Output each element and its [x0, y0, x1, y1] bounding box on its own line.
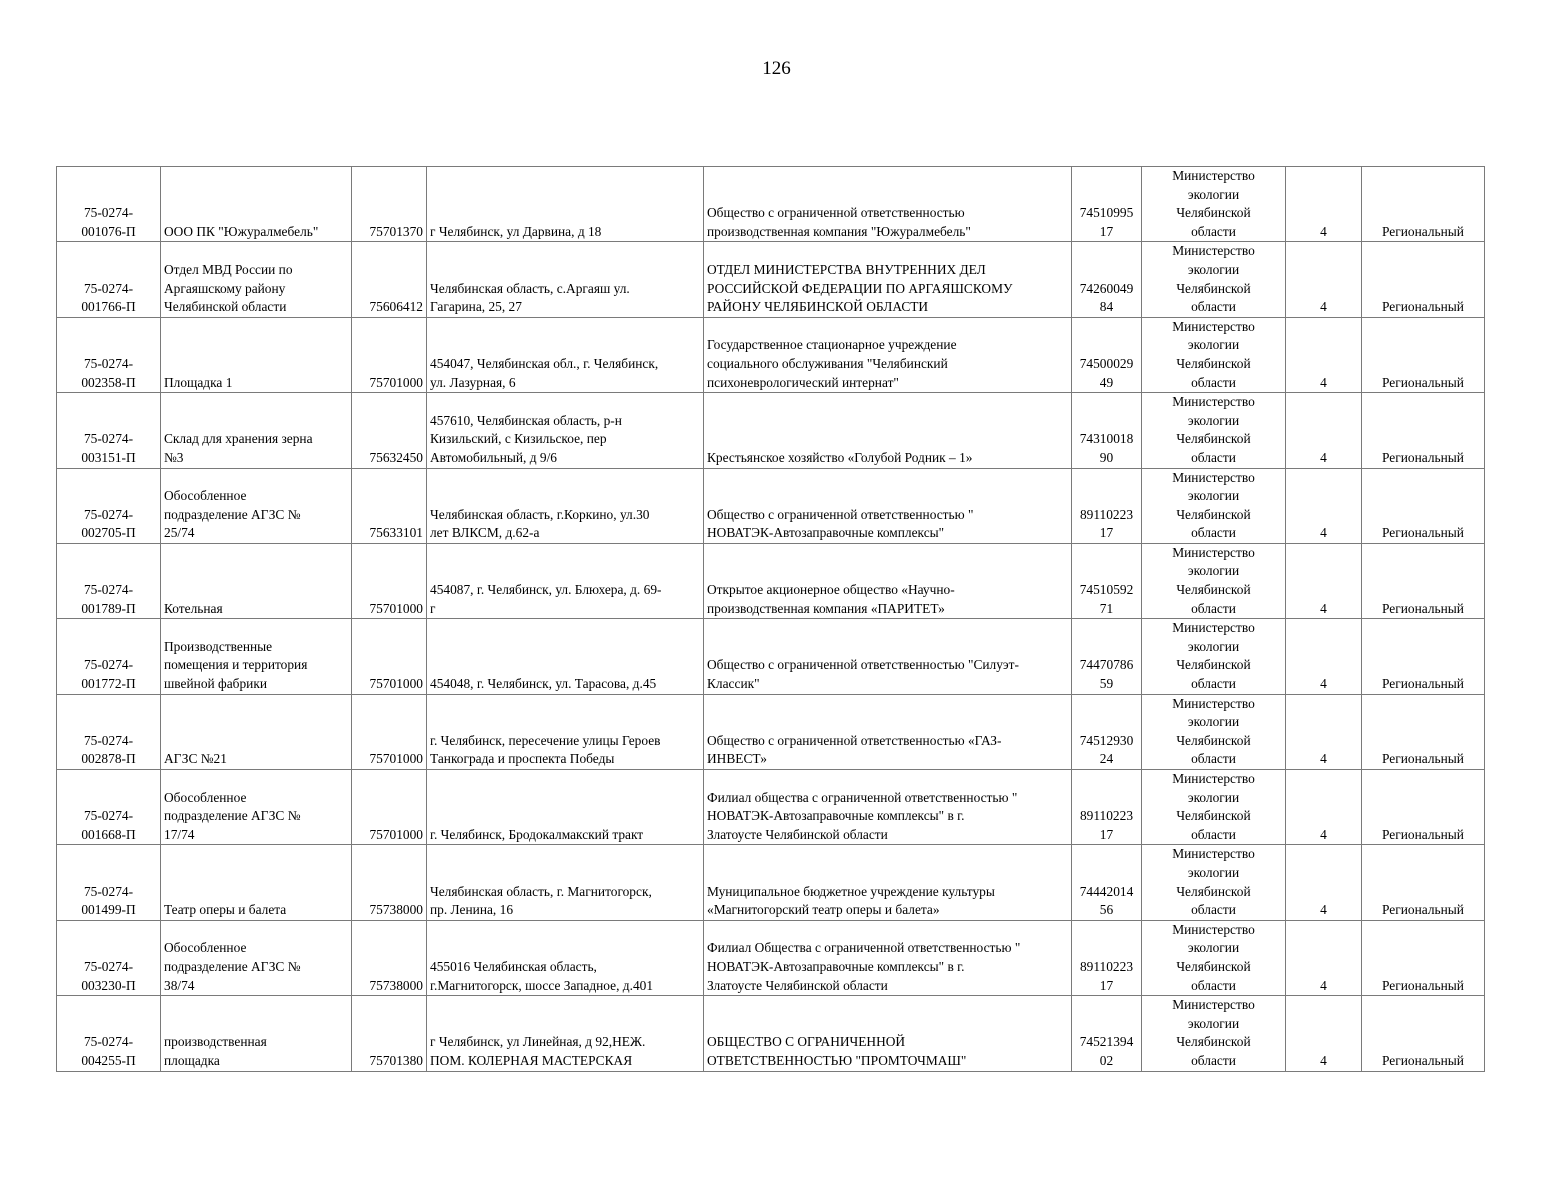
- category-cell: 4: [1286, 996, 1362, 1071]
- level-cell: Региональный: [1362, 468, 1485, 543]
- table-row: [57, 242, 1485, 317]
- ministry-cell: Министерство экологии Челябинской области: [1142, 770, 1286, 845]
- object-code-cell: 75-0274- 002358-П: [57, 317, 161, 392]
- organization-cell: Муниципальное бюджетное учреждение культуры «Магнитогорский театр оперы и балета»: [704, 845, 1072, 920]
- table-row: [57, 468, 1485, 543]
- object-name-cell: ООО ПК "Южуралмебель": [161, 167, 352, 242]
- category-cell: 4: [1286, 770, 1362, 845]
- category-cell: 4: [1286, 468, 1362, 543]
- table-row: [57, 920, 1485, 995]
- object-name-cell: Котельная: [161, 543, 352, 618]
- address-cell: 455016 Челябинская область, г.Магнитогорск, шоссе Западное, д.401: [427, 920, 704, 995]
- object-name-cell: Склад для хранения зерна №3: [161, 393, 352, 468]
- organization-cell: Филиал Общества с ограниченной ответственностью " НОВАТЭК-Автозаправочные комплексы" в г. Златоусте Челябинской области: [704, 920, 1072, 995]
- inn-cell: 89110223 17: [1072, 770, 1142, 845]
- organization-cell: Филиал общества с ограниченной ответственностью " НОВАТЭК-Автозаправочные комплексы" в г. Златоусте Челябинской области: [704, 770, 1072, 845]
- category-cell: 4: [1286, 317, 1362, 392]
- organization-cell: Государственное стационарное учреждение социального обслуживания "Челябинский психоневрологический интернат": [704, 317, 1072, 392]
- object-code-cell: 75-0274- 001766-П: [57, 242, 161, 317]
- object-code-cell: 75-0274- 001772-П: [57, 619, 161, 694]
- address-cell: 454048, г. Челябинск, ул. Тарасова, д.45: [427, 619, 704, 694]
- object-name-cell: Производственные помещения и территория швейной фабрики: [161, 619, 352, 694]
- object-code-cell: 75-0274- 002705-П: [57, 468, 161, 543]
- level-cell: Региональный: [1362, 242, 1485, 317]
- registry-body: [57, 167, 1485, 1072]
- address-cell: 454087, г. Челябинск, ул. Блюхера, д. 69- г: [427, 543, 704, 618]
- oktmo-cell: 75701000: [352, 770, 427, 845]
- category-cell: 4: [1286, 543, 1362, 618]
- organization-cell: ОБЩЕСТВО С ОГРАНИЧЕННОЙ ОТВЕТСТВЕННОСТЬЮ "ПРОМТОЧМАШ": [704, 996, 1072, 1071]
- object-code-cell: 75-0274- 001076-П: [57, 167, 161, 242]
- oktmo-cell: 75701370: [352, 167, 427, 242]
- ministry-cell: Министерство экологии Челябинской области: [1142, 619, 1286, 694]
- organization-cell: Крестьянское хозяйство «Голубой Родник – 1»: [704, 393, 1072, 468]
- table-row: [57, 996, 1485, 1071]
- inn-cell: 74470786 59: [1072, 619, 1142, 694]
- organization-cell: Общество с ограниченной ответственностью производственная компания "Южуралмебель": [704, 167, 1072, 242]
- table-row: [57, 770, 1485, 845]
- category-cell: 4: [1286, 694, 1362, 769]
- category-cell: 4: [1286, 920, 1362, 995]
- level-cell: Региональный: [1362, 619, 1485, 694]
- inn-cell: 74260049 84: [1072, 242, 1142, 317]
- object-name-cell: АГЗС №21: [161, 694, 352, 769]
- table-row: [57, 694, 1485, 769]
- object-code-cell: 75-0274- 003230-П: [57, 920, 161, 995]
- oktmo-cell: 75738000: [352, 920, 427, 995]
- ministry-cell: Министерство экологии Челябинской области: [1142, 920, 1286, 995]
- table-row: [57, 317, 1485, 392]
- oktmo-cell: 75701380: [352, 996, 427, 1071]
- category-cell: 4: [1286, 845, 1362, 920]
- object-code-cell: 75-0274- 001499-П: [57, 845, 161, 920]
- object-name-cell: Обособленное подразделение АГЗС № 38/74: [161, 920, 352, 995]
- category-cell: 4: [1286, 242, 1362, 317]
- category-cell: 4: [1286, 393, 1362, 468]
- level-cell: Региональный: [1362, 920, 1485, 995]
- oktmo-cell: 75632450: [352, 393, 427, 468]
- ministry-cell: Министерство экологии Челябинской области: [1142, 845, 1286, 920]
- address-cell: Челябинская область, с.Аргаяш ул. Гагарина, 25, 27: [427, 242, 704, 317]
- inn-cell: 74510995 17: [1072, 167, 1142, 242]
- oktmo-cell: 75633101: [352, 468, 427, 543]
- level-cell: Региональный: [1362, 543, 1485, 618]
- inn-cell: 89110223 17: [1072, 920, 1142, 995]
- table-row: [57, 393, 1485, 468]
- oktmo-cell: 75701000: [352, 317, 427, 392]
- ministry-cell: Министерство экологии Челябинской области: [1142, 317, 1286, 392]
- table-row: [57, 543, 1485, 618]
- object-code-cell: 75-0274- 002878-П: [57, 694, 161, 769]
- level-cell: Региональный: [1362, 694, 1485, 769]
- ministry-cell: Министерство экологии Челябинской области: [1142, 167, 1286, 242]
- object-name-cell: Площадка 1: [161, 317, 352, 392]
- category-cell: 4: [1286, 619, 1362, 694]
- oktmo-cell: 75701000: [352, 619, 427, 694]
- page-number: 126: [762, 58, 791, 79]
- object-name-cell: производственная площадка: [161, 996, 352, 1071]
- ministry-cell: Министерство экологии Челябинской области: [1142, 242, 1286, 317]
- ministry-cell: Министерство экологии Челябинской области: [1142, 543, 1286, 618]
- level-cell: Региональный: [1362, 996, 1485, 1071]
- inn-cell: 74521394 02: [1072, 996, 1142, 1071]
- organization-cell: Открытое акционерное общество «Научно- производственная компания «ПАРИТЕТ»: [704, 543, 1072, 618]
- registry-table: [56, 166, 1485, 1072]
- object-code-cell: 75-0274- 001789-П: [57, 543, 161, 618]
- address-cell: 454047, Челябинская обл., г. Челябинск, ул. Лазурная, 6: [427, 317, 704, 392]
- level-cell: Региональный: [1362, 393, 1485, 468]
- ministry-cell: Министерство экологии Челябинской области: [1142, 393, 1286, 468]
- inn-cell: 74500029 49: [1072, 317, 1142, 392]
- address-cell: Челябинская область, г.Коркино, ул.30 лет ВЛКСМ, д.62-а: [427, 468, 704, 543]
- address-cell: 457610, Челябинская область, р-н Кизильский, с Кизильское, пер Автомобильный, д 9/6: [427, 393, 704, 468]
- address-cell: Челябинская область, г. Магнитогорск, пр. Ленина, 16: [427, 845, 704, 920]
- ministry-cell: Министерство экологии Челябинской области: [1142, 468, 1286, 543]
- oktmo-cell: 75701000: [352, 543, 427, 618]
- object-name-cell: Обособленное подразделение АГЗС № 25/74: [161, 468, 352, 543]
- organization-cell: Общество с ограниченной ответственностью «ГАЗ- ИНВЕСТ»: [704, 694, 1072, 769]
- oktmo-cell: 75701000: [352, 694, 427, 769]
- organization-cell: ОТДЕЛ МИНИСТЕРСТВА ВНУТРЕННИХ ДЕЛ РОССИЙСКОЙ ФЕДЕРАЦИИ ПО АРГАЯШСКОМУ РАЙОНУ ЧЕЛЯБИНСКОЙ ОБЛАСТИ: [704, 242, 1072, 317]
- inn-cell: 74510592 71: [1072, 543, 1142, 618]
- ministry-cell: Министерство экологии Челябинской области: [1142, 996, 1286, 1071]
- inn-cell: 74310018 90: [1072, 393, 1142, 468]
- object-name-cell: Театр оперы и балета: [161, 845, 352, 920]
- level-cell: Региональный: [1362, 167, 1485, 242]
- ministry-cell: Министерство экологии Челябинской области: [1142, 694, 1286, 769]
- organization-cell: Общество с ограниченной ответственностью "Силуэт- Классик": [704, 619, 1072, 694]
- level-cell: Региональный: [1362, 770, 1485, 845]
- address-cell: г Челябинск, ул Дарвина, д 18: [427, 167, 704, 242]
- object-code-cell: 75-0274- 004255-П: [57, 996, 161, 1071]
- address-cell: г. Челябинск, Бродокалмакский тракт: [427, 770, 704, 845]
- object-name-cell: Обособленное подразделение АГЗС № 17/74: [161, 770, 352, 845]
- oktmo-cell: 75738000: [352, 845, 427, 920]
- inn-cell: 74512930 24: [1072, 694, 1142, 769]
- address-cell: г. Челябинск, пересечение улицы Героев Танкограда и проспекта Победы: [427, 694, 704, 769]
- category-cell: 4: [1286, 167, 1362, 242]
- inn-cell: 74442014 56: [1072, 845, 1142, 920]
- inn-cell: 89110223 17: [1072, 468, 1142, 543]
- table-row: [57, 167, 1485, 242]
- level-cell: Региональный: [1362, 317, 1485, 392]
- address-cell: г Челябинск, ул Линейная, д 92,НЕЖ. ПОМ. КОЛЕРНАЯ МАСТЕРСКАЯ: [427, 996, 704, 1071]
- organization-cell: Общество с ограниченной ответственностью " НОВАТЭК-Автозаправочные комплексы": [704, 468, 1072, 543]
- level-cell: Региональный: [1362, 845, 1485, 920]
- object-name-cell: Отдел МВД России по Аргаяшскому району Челябинской области: [161, 242, 352, 317]
- table-row: [57, 845, 1485, 920]
- table-row: [57, 619, 1485, 694]
- object-code-cell: 75-0274- 003151-П: [57, 393, 161, 468]
- oktmo-cell: 75606412: [352, 242, 427, 317]
- object-code-cell: 75-0274- 001668-П: [57, 770, 161, 845]
